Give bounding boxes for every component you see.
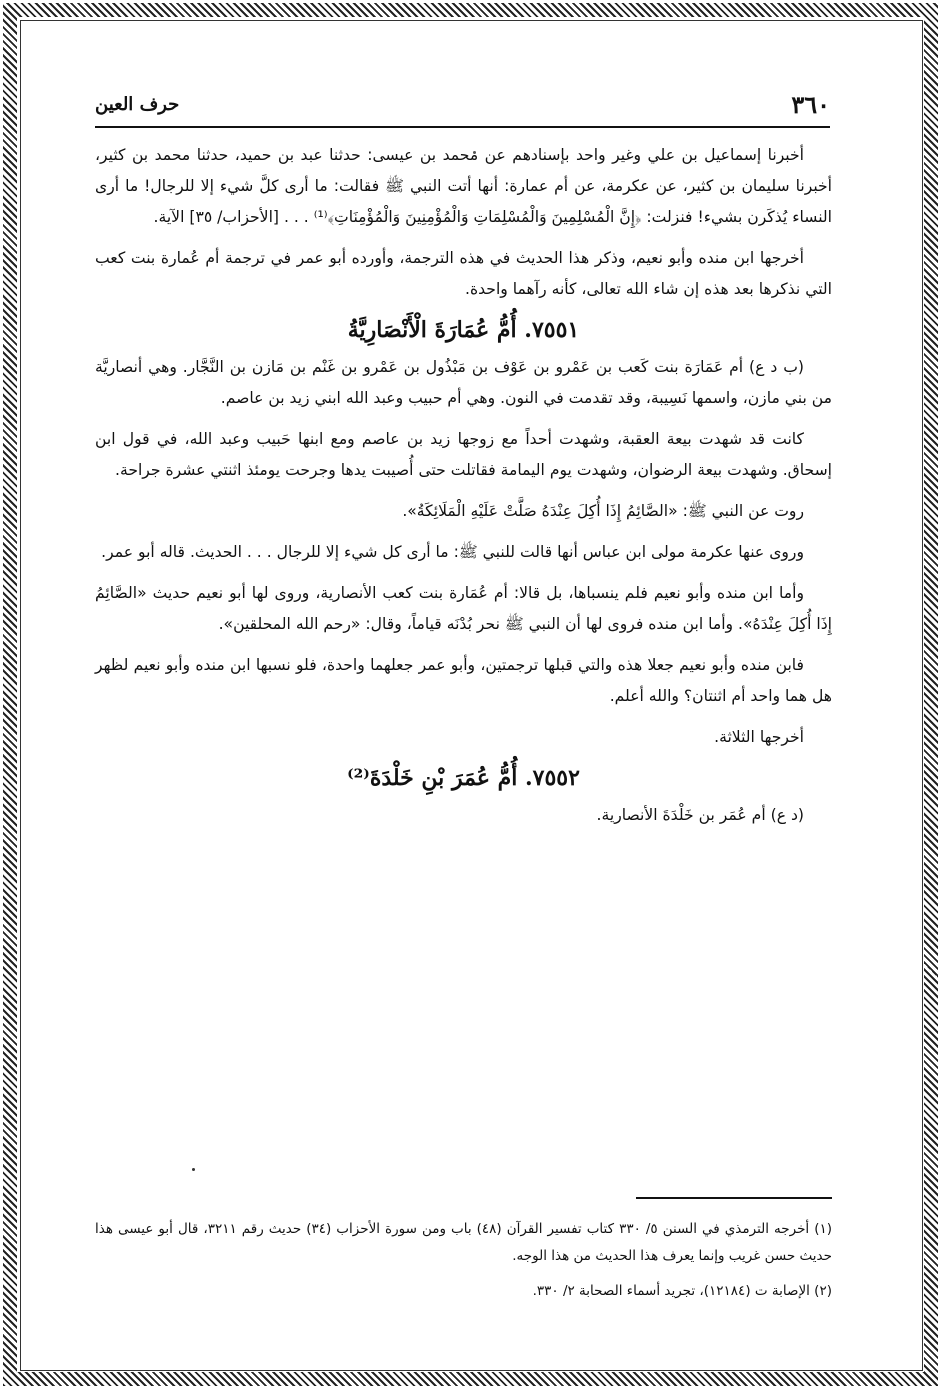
paragraph: وروى عنها عكرمة مولى ابن عباس أنها قالت للنبي ﷺ: ما أرى كل شيء إلا للرجال . . . الحديث. قاله أبو عمر. bbox=[101, 543, 804, 561]
footnote: (١) أخرجه الترمذي في السنن ٥/ ٣٣٠ كتاب تفسير القرآن (٤٨) باب ومن سورة الأحزاب (٣٤) حديث رقم ٣٢١١، قال أبو عيسى هذا حديث حسن غريب وإنما يعرف هذا الحديث من هذا الوجه. bbox=[95, 1221, 833, 1264]
running-head: حرف العين bbox=[95, 94, 180, 115]
paragraph: فابن منده وأبو نعيم جعلا هذه والتي قبلها ترجمتين، وأبو عمر جعلهما واحدة، فلو نسبها ابن منده وأبو نعيم لظهر هل هما واحد أم اثنتان؟ والله أعلم. bbox=[95, 656, 832, 705]
page-number: ٣٦٠ bbox=[791, 90, 830, 119]
paragraph: أخبرنا إسماعيل بن علي وغير واحد بإسنادهم عن محمد بن عيسى: حدثنا عبد بن حميد، حدثنا محمد بن كثير، أخبرنا سليمان بن كثير، عن عكرمة، عن أم عمارة: أنها أتت النبي ﷺ فقالت: ما أرى كلَّ شيء إلا للرجال! ما أرى النساء يُذكَرن بشيء! فنزلت: ﴿إِنَّ الْمُسْلِمِينَ وَالْمُسْلِمَاتِ وَالْمُؤْمِنِينَ وَالْمُؤْمِنَاتِ﴾⁽¹⁾ . . . [الأحزاب/ ٣٥] الآية. bbox=[95, 146, 832, 226]
paragraph: أخرجها الثلاثة. bbox=[714, 728, 804, 746]
paragraph: روت عن النبي ﷺ: «الصَّائِمُ إِذَا أُكِلَ عِنْدَهُ صَلَّتْ عَلَيْهِ الْمَلَائِكَةُ». bbox=[402, 502, 804, 520]
main-text bbox=[95, 140, 832, 841]
footnote: (٢) الإصابة ت (١٢١٨٤)، تجريد أسماء الصحابة ٢/ ٣٣٠. bbox=[532, 1283, 832, 1299]
paragraph: وأما ابن منده وأبو نعيم فلم ينسباها، بل قالا: أم عُمَارة بنت كعب الأنصارية، وروى لها أبو نعيم حديث «الصَّائِمُ إِذَا أُكِلَ عِنْدَهُ». وأما ابن منده فروى لها أن النبي ﷺ نحر بُدْنَه قياماً، وقال: «رحم الله المحلقين». bbox=[95, 584, 832, 633]
speck bbox=[192, 1168, 195, 1171]
entry-heading: ٧٥٥١. أُمُّ عُمَارَةَ الْأَنْصَارِيَّةُ bbox=[347, 317, 580, 343]
footnote-separator bbox=[636, 1197, 832, 1199]
paragraph: أخرجها ابن منده وأبو نعيم، وذكر هذا الحديث في هذه الترجمة، وأورده أبو عمر في ترجمة أم عُمارة بنت كعب التي نذكرها بعد هذه إن شاء الله تعالى، كأنه رآهما واحدة. bbox=[95, 249, 832, 298]
paragraph: (د ع) أم عُمَر بن خَلْدَةَ الأنصارية. bbox=[596, 806, 804, 824]
footnotes bbox=[95, 1216, 832, 1313]
paragraph: (ب د ع) أم عَمَارَة بنت كَعب بن عَمْرو بن عَوْف بن مَبْذُول بن عَمْرو بن غَنْم بن مَازن بن النَّجَّار. وهي أنصاريَّة من بني مازن، واسمها نَسِيبة، وقد تقدمت في النون. وهي أم حبيب وعبد الله ابني زيد بن عاصم. bbox=[95, 358, 832, 407]
page-header bbox=[95, 90, 830, 128]
entry-heading: ٧٥٥٢. أُمُّ عُمَرَ بْنِ خَلْدَةَ⁽²⁾ bbox=[347, 765, 580, 791]
paragraph: كانت قد شهدت بيعة العقبة، وشهدت أحداً مع زوجها زيد بن عاصم ومع ابنها حَبيب وعبد الله، في قول ابن إسحاق. وشهدت بيعة الرضوان، وشهدت يوم اليمامة فقاتلت حتى أُصيبت يدها وجرحت يومئذ اثنتي عشرة جراحة. bbox=[95, 430, 832, 479]
